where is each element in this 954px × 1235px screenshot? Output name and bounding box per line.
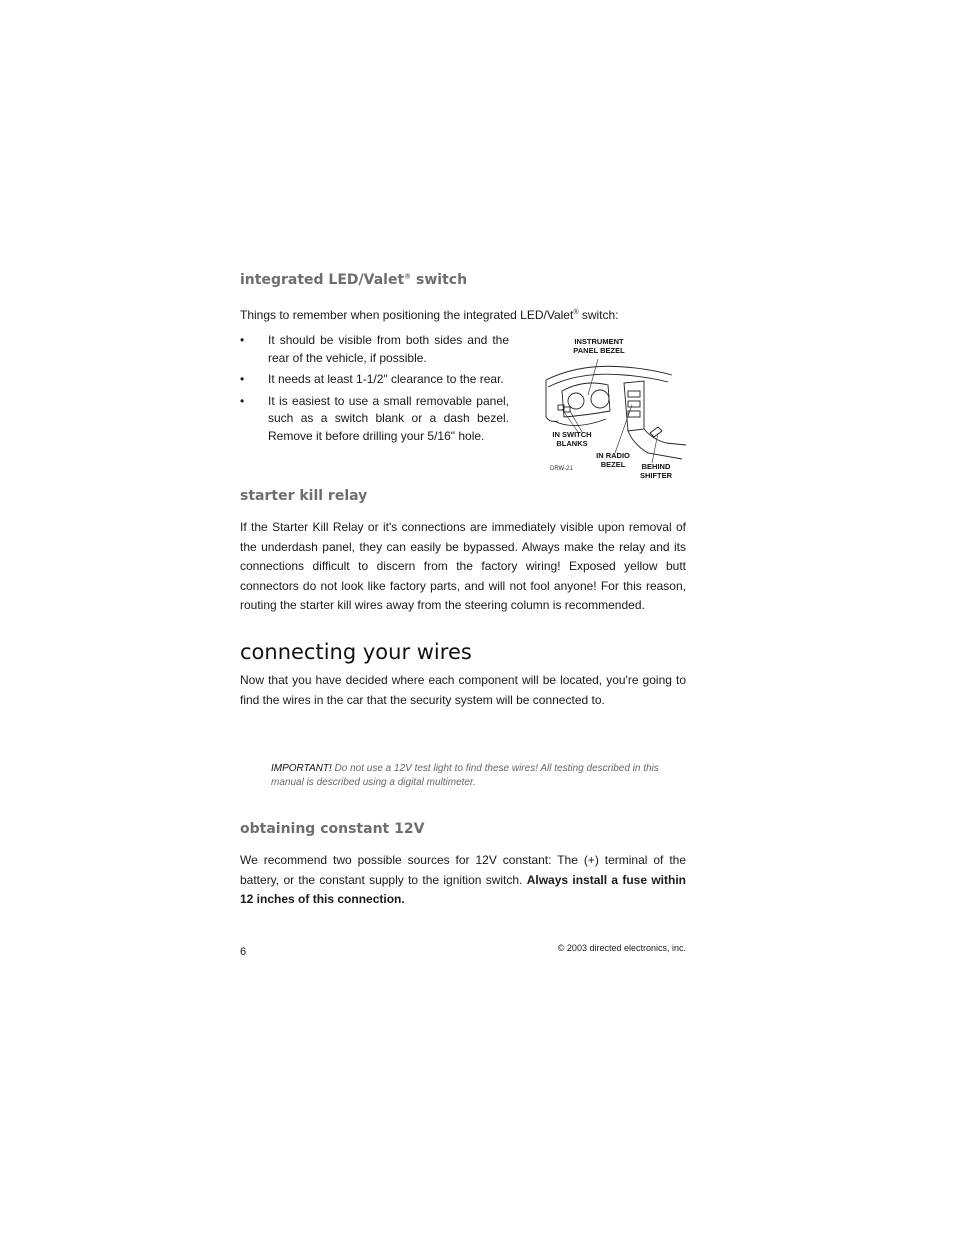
page-number: 6 <box>240 946 247 958</box>
heading-connecting-your-wires: connecting your wires <box>240 640 472 664</box>
bullet-dot: • <box>240 372 245 386</box>
list-item <box>240 371 509 389</box>
important-label: IMPORTANT! <box>271 763 332 774</box>
heading-obtaining-constant-12v: obtaining constant 12V <box>240 821 425 837</box>
registered-mark: ® <box>404 272 412 281</box>
label-instrument-panel-bezel: INSTRUMENT PANEL BEZEL <box>573 337 625 355</box>
heading-starter-kill-relay: starter kill relay <box>240 488 368 504</box>
constant-12v-paragraph <box>240 851 686 910</box>
important-text: Do not use a 12V test light to find these wires! All testing described in this manual is described using a digital multimeter. <box>271 763 659 788</box>
connecting-paragraph: Now that you have decided where each component will be located, you're going to find the wires in the car that the security system will be connected to. <box>240 673 686 707</box>
registered-mark: ® <box>573 309 579 316</box>
heading-led-valet-switch <box>240 272 467 288</box>
bullet-text: It should be visible from both sides and the rear of the vehicle, if possible. <box>268 333 509 365</box>
heading-led-tail: switch <box>411 272 468 288</box>
led-intro-main: Things to remember when positioning the integrated LED/Valet <box>240 308 574 322</box>
bullet-text: It is easiest to use a small removable panel, such as a switch blank or a dash bezel. Remove it before drilling your 5/16" hole. <box>268 393 509 443</box>
drawing-code: DRW-21 <box>550 466 573 472</box>
bullet-dot: • <box>240 333 245 347</box>
led-intro-text <box>240 303 686 326</box>
led-bullet-list <box>240 332 509 449</box>
copyright-notice: © 2003 directed electronics, inc. <box>557 943 686 953</box>
dashboard-diagram <box>540 335 690 483</box>
fuse-warning: Always install a fuse within 12 inches of this connection. <box>240 872 686 906</box>
led-intro-tail: switch: <box>578 308 619 322</box>
important-note <box>271 762 671 790</box>
bullet-dot: • <box>240 393 245 408</box>
label-in-radio-bezel: IN RADIO BEZEL <box>596 451 630 469</box>
heading-led-main: integrated LED/Valet <box>240 272 405 288</box>
constant-12v-text: We recommend two possible sources for 12V constant: The (+) terminal of the battery, or the constant supply to the ignition switch. <box>240 853 686 887</box>
label-in-switch-blanks: IN SWITCH BLANKS <box>552 430 592 448</box>
label-behind-shifter: BEHIND SHIFTER <box>639 462 673 480</box>
starter-kill-paragraph: If the Starter Kill Relay or it's connections are immediately visible upon removal of the underdash panel, they can easily be bypassed. Always make the relay and its connections difficult to discern from the factory wiring! Exposed yellow butt connectors do not look like factory parts, and will not fool anyone! For this reason, routing the starter kill wires away from the steering column is recommended. <box>240 520 686 612</box>
list-item <box>240 332 509 367</box>
bullet-text: It needs at least 1-1/2" clearance to the rear. <box>268 372 504 386</box>
list-item <box>240 393 509 446</box>
